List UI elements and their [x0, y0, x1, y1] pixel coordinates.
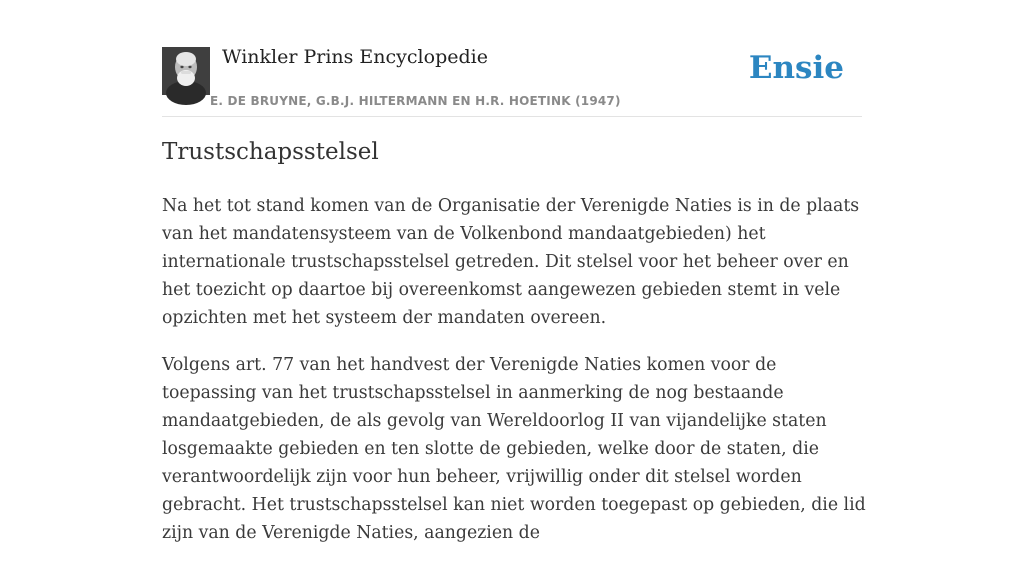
- article-title: Trustschapsstelsel: [162, 139, 379, 165]
- site-title[interactable]: Winkler Prins Encyclopedie: [222, 46, 488, 68]
- site-header: [162, 40, 862, 117]
- author-avatar[interactable]: [162, 47, 210, 95]
- brand-logo[interactable]: Ensie: [748, 50, 844, 86]
- paragraph-2: Volgens art. 77 van het handvest der Verenigde Naties komen voor de toepassing van het trustschapsstelsel in aanmerking de nog bestaande mandaatgebieden, de als gevolg van Wereldoorlog II van vijandelijke staten losgemaakte gebieden en ten slotte de gebieden, welke door de staten, die verantwoordelijk zijn voor hun beheer, vrijwillig onder dit stelsel worden gebracht. Het trustschapsstelsel kan niet worden toegepast op gebieden, die lid zijn van de Verenigde Naties, aangezien de: [162, 355, 866, 543]
- paragraph-1: Na het tot stand komen van de Organisatie der Verenigde Naties is in de plaats van het mandatensysteem van de Volkenbond mandaatgebieden) het internationale trustschapsstelsel getreden. Dit stelsel voor het beheer over en het toezicht op daartoe bij overeenkomst aangewezen gebieden stemt in vele opzichten met het systeem der mandaten overeen.: [162, 196, 860, 328]
- portrait-icon: [162, 47, 210, 95]
- authors-byline: E. DE BRUYNE, G.B.J. HILTERMANN EN H.R. HOETINK (1947): [210, 94, 621, 108]
- article-body: [162, 192, 866, 566]
